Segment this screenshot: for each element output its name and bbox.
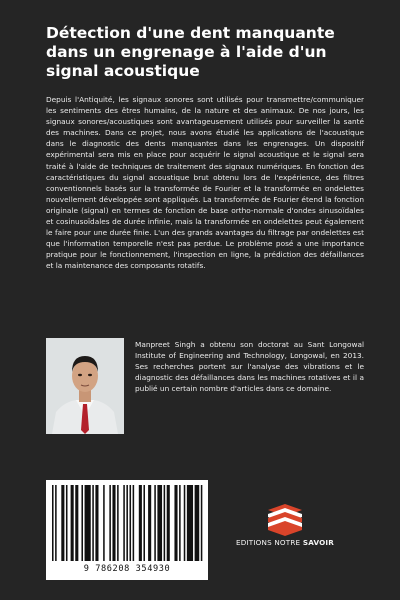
publisher-name-bold: SAVOIR bbox=[302, 538, 335, 547]
isbn-barcode bbox=[46, 480, 208, 580]
author-bio: Manpreet Singh a obtenu son doctorat au Sant Longowal Institute of Engineering and Technology, Longowal, en 2013. Ses recherches portent sur l'analyse des vibrations et le diagnostic des défaillances dans les machines rotatives et il a publié un certain nombre d'articles dans ce domaine. bbox=[135, 340, 364, 394]
barcode-bars bbox=[50, 485, 204, 563]
stacked-books-icon bbox=[240, 500, 330, 536]
author-photo bbox=[46, 338, 124, 434]
book-title: Détection d'une dent manquante dans un engrenage à l'aide d'un signal acoustique bbox=[46, 24, 335, 80]
publisher-logo bbox=[240, 500, 330, 560]
publisher-name-prefix: EDITIONS NOTRE bbox=[235, 538, 301, 547]
publisher-name bbox=[233, 538, 337, 547]
isbn-number: 9 786208 354930 bbox=[83, 564, 171, 574]
book-summary: Depuis l'Antiquité, les signaux sonores sont utilisés pour transmettre/communiquer les sentiments des êtres humains, de la nature et des animaux. De nos jours, les signaux sonores/acoustiques sont avantageusement utilisés pour surveiller la santé des machines. Dans ce projet, nous avons étudié les applications de l'acoustique dans le diagnostic des dents manquantes dans les engrenages. Un dispositif expérimental sera mis en place pour acquérir le signal acoustique et le signal sera traité à l'aide de techniques de traitement des signaux numériques. En fonction des caractéristiques du signal acoustique brut obtenu lors de l'expérience, des filtres conventionnels basés sur la transformée de Fourier et la transformée en ondelettes nouvellement développée sont appliqués. La transformée de Fourier étend la fonction originale (signal) en termes de fonction de base ortho-normale d'ondes sinusoïdales et cosinusoïdales de durée infinie, mais la transformée en ondelettes peut également le faire pour une durée finie. L'un des grands avantages du filtrage par ondelettes est que l'information temporelle n'est pas perdue. Le problème posé a une importance pratique pour le fonctionnement, l'inspection en ligne, la prédiction des défaillances et la maintenance des composants rotatifs. bbox=[46, 95, 364, 271]
